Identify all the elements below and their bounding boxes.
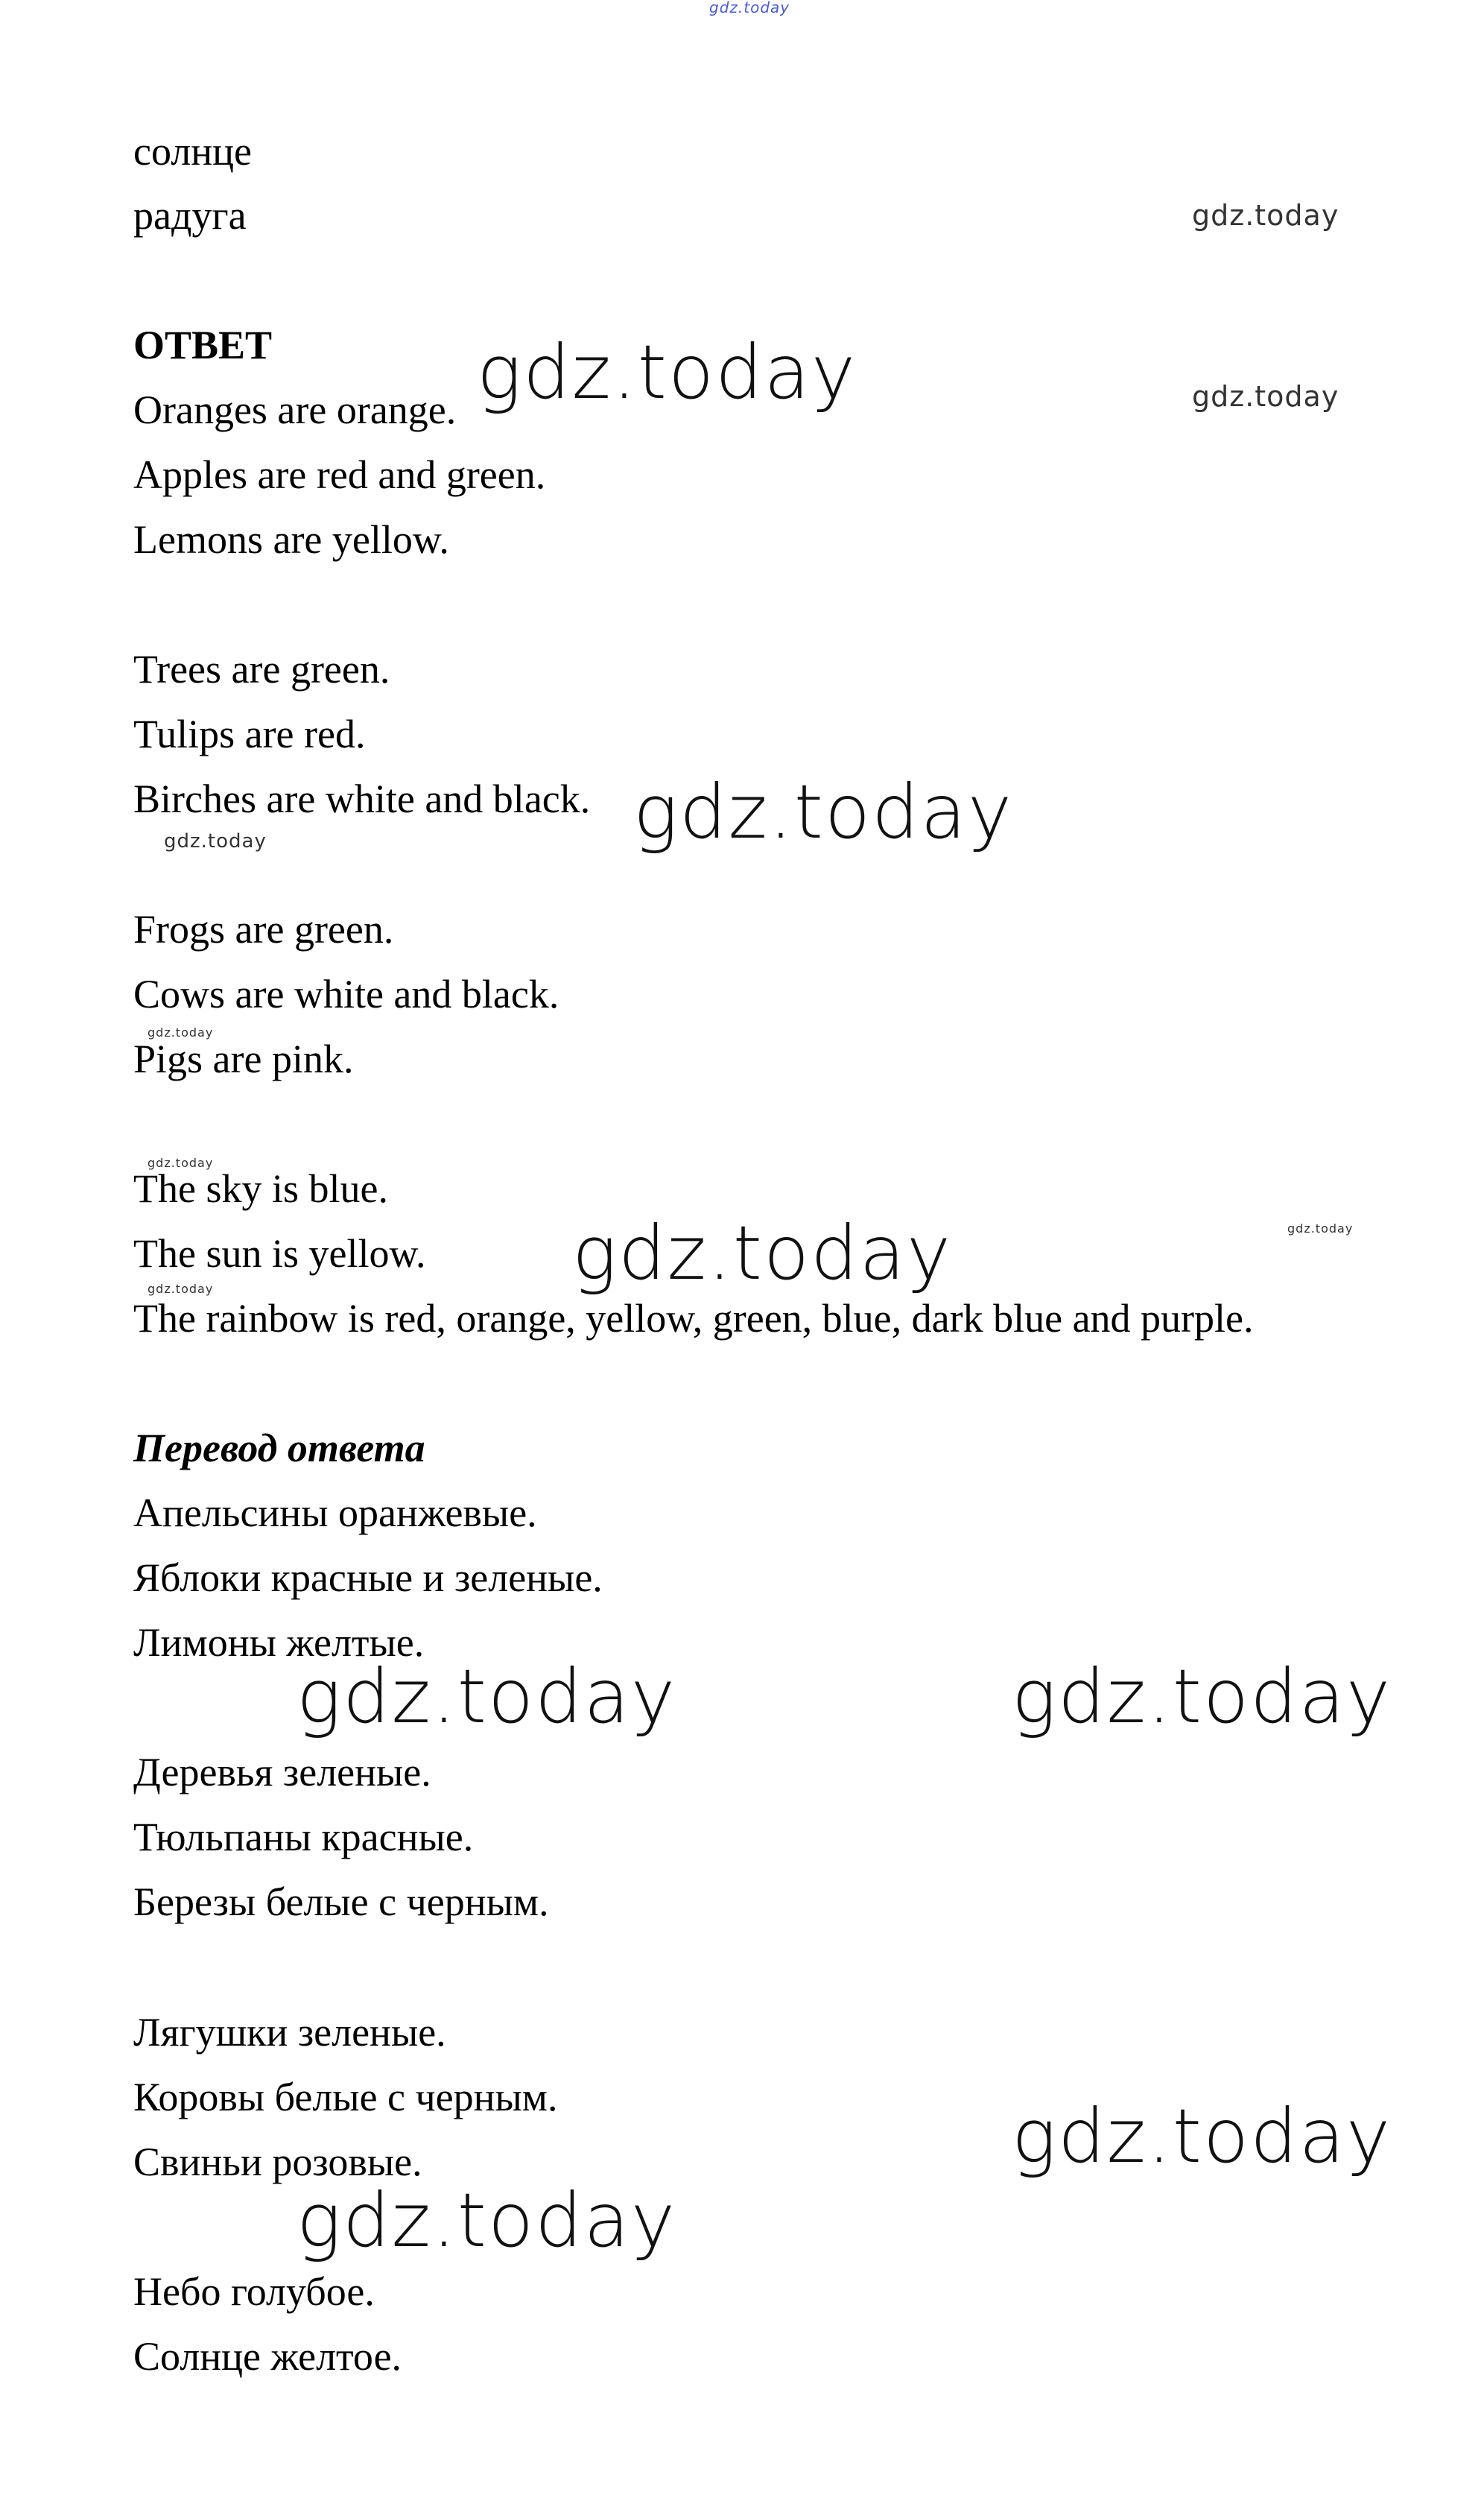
watermark: gdz.today [148,1156,214,1170]
answer-line: The sky is blue. [133,1166,388,1211]
watermark: gdz.today [572,1209,953,1297]
translation-line: Апельсины оранжевые. [133,1490,537,1535]
translation-line: Тюльпаны красные. [133,1815,474,1859]
translation-line: Небо голубое. [133,2269,375,2314]
watermark: gdz.today [1192,199,1339,232]
watermark: gdz.today [297,2177,677,2264]
answer-heading: ОТВЕТ [133,323,273,367]
translation-line: Коровы белые с черным. [133,2075,558,2119]
watermark: gdz.today [1287,1221,1354,1236]
translation-line: Яблоки красные и зеленые. [133,1555,603,1600]
watermark: gdz.today [477,329,857,416]
watermark: gdz.today [1192,380,1339,413]
translation-line: Солнце желтое. [133,2334,402,2379]
watermark: gdz.today [148,1282,214,1296]
answer-line: The sun is yellow. [133,1231,426,1276]
translation-line: Деревья зеленые. [133,1750,431,1794]
answer-line: Frogs are green. [133,907,394,952]
watermark: gdz.today [148,1025,214,1040]
translation-heading: Перевод ответа [133,1426,425,1470]
word-rainbow: радуга [133,193,247,238]
watermark: gdz.today [1012,1653,1392,1740]
answer-line: Oranges are orange. [133,388,457,432]
answer-line: Lemons are yellow. [133,517,449,562]
translation-line: Свиньи розовые. [133,2140,422,2184]
top-watermark: gdz.today [709,0,790,16]
watermark: gdz.today [633,768,1014,856]
answer-line: Trees are green. [133,647,390,692]
watermark: gdz.today [164,830,267,853]
answer-line: Tulips are red. [133,712,366,756]
answer-line: Pigs are pink. [133,1037,354,1081]
answer-line: Birches are white and black. [133,777,591,821]
watermark: gdz.today [1012,2093,1392,2180]
word-sun: солнце [133,129,252,174]
translation-line: Лимоны желтые. [133,1620,425,1665]
translation-line: Лягушки зеленые. [133,2010,446,2055]
answer-line: Cows are white and black. [133,972,559,1016]
answer-line: The rainbow is red, orange, yellow, green, blue, dark blue and purple. [133,1296,1254,1341]
translation-line: Березы белые с черным. [133,1879,549,1924]
answer-line: Apples are red and green. [133,452,546,497]
watermark: gdz.today [297,1653,677,1740]
